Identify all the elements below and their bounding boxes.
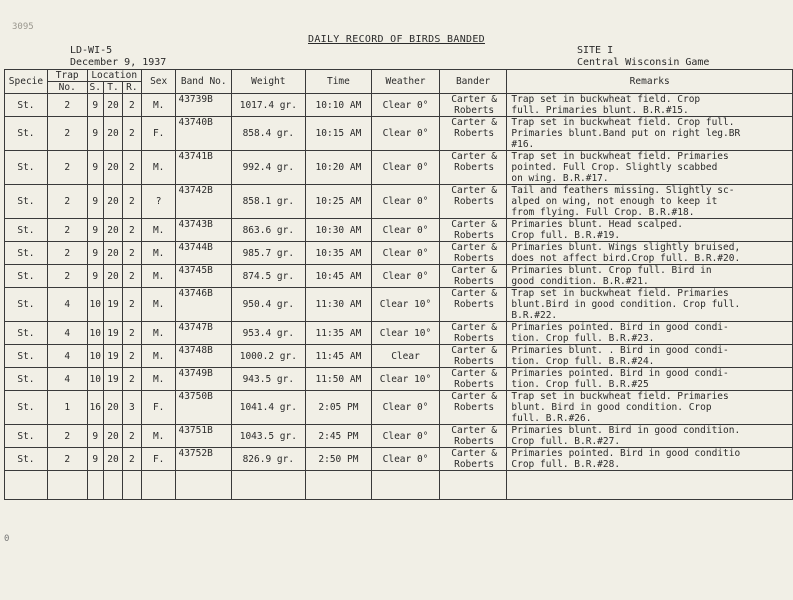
cell-band-number: 43742B xyxy=(176,185,232,219)
remarks-line: good condition. B.R.#21. xyxy=(511,276,649,287)
cell-remarks xyxy=(507,242,793,265)
cell-trap: 4 xyxy=(47,322,87,345)
cell-sex: M. xyxy=(141,288,176,322)
cell-s: 10 xyxy=(87,322,103,345)
cell-bander xyxy=(439,242,507,265)
cell-band-number: 43747B xyxy=(176,322,232,345)
remarks-line: alped on wing, not enough to keep it xyxy=(511,196,718,207)
bander-line: Carter & xyxy=(451,425,497,436)
cell-t: 19 xyxy=(103,288,122,322)
cell-band-number: 43744B xyxy=(176,242,232,265)
cell-trap: 2 xyxy=(47,117,87,151)
cell-r: 2 xyxy=(122,368,141,391)
cell-specie: St. xyxy=(5,288,48,322)
cell-band-number: 43745B xyxy=(176,265,232,288)
cell-time: 2:45 PM xyxy=(305,425,372,448)
cell-time: 11:30 AM xyxy=(305,288,372,322)
cell-t: 20 xyxy=(103,242,122,265)
cell-sex: M. xyxy=(141,219,176,242)
remarks-line: Primaries pointed. Bird in good condi- xyxy=(511,368,729,379)
cell-specie: St. xyxy=(5,368,48,391)
cell-t: 20 xyxy=(103,94,122,117)
bander-line: Carter & xyxy=(451,288,497,299)
cell-weather: Clear 0° xyxy=(372,219,440,242)
cell-weather: Clear 10° xyxy=(372,322,440,345)
bander-line: Roberts xyxy=(454,230,495,241)
bander-line: Carter & xyxy=(451,322,497,333)
remarks-line: tion. Crop full. B.R.#25 xyxy=(511,379,649,390)
remarks-line: does not affect bird.Crop full. B.R.#20. xyxy=(511,253,741,264)
cell-bander xyxy=(439,265,507,288)
cell-t: 19 xyxy=(103,368,122,391)
cell-time: 11:50 AM xyxy=(305,368,372,391)
cell-r: 2 xyxy=(122,185,141,219)
cell-weather: Clear 0° xyxy=(372,265,440,288)
cell-remarks xyxy=(507,345,793,368)
cell-band-number: 43749B xyxy=(176,368,232,391)
cell-weight: 985.7 gr. xyxy=(232,242,306,265)
cell-trap: 2 xyxy=(47,185,87,219)
remarks-line: tion. Crop full. B.R.#23. xyxy=(511,333,655,344)
col-r: R. xyxy=(122,82,141,94)
blank-cell xyxy=(103,471,122,500)
table-row xyxy=(5,219,793,242)
remarks-line: blunt. Bird in good condition. Crop xyxy=(511,402,712,413)
bander-line: Roberts xyxy=(454,459,495,470)
remarks-line: Crop full. B.R.#19. xyxy=(511,230,621,241)
cell-specie: St. xyxy=(5,448,48,471)
blank-cell xyxy=(439,471,507,500)
cell-band-number: 43748B xyxy=(176,345,232,368)
cell-r: 2 xyxy=(122,265,141,288)
cell-specie: St. xyxy=(5,242,48,265)
cell-weather: Clear 0° xyxy=(372,391,440,425)
cell-weight: 1043.5 gr. xyxy=(232,425,306,448)
cell-bander xyxy=(439,219,507,242)
remarks-line: Primaries blunt. Wings slightly bruised, xyxy=(511,242,741,253)
cell-s: 9 xyxy=(87,94,103,117)
cell-trap: 2 xyxy=(47,425,87,448)
table-row xyxy=(5,94,793,117)
cell-time: 11:45 AM xyxy=(305,345,372,368)
remarks-line: B.R.#22. xyxy=(511,310,558,321)
cell-weather: Clear 0° xyxy=(372,94,440,117)
table-row xyxy=(5,345,793,368)
cell-time: 10:10 AM xyxy=(305,94,372,117)
blank-cell xyxy=(47,471,87,500)
cell-weather: Clear 10° xyxy=(372,288,440,322)
cell-weather: Clear 0° xyxy=(372,242,440,265)
cell-band-number: 43752B xyxy=(176,448,232,471)
cell-specie: St. xyxy=(5,265,48,288)
cell-trap: 2 xyxy=(47,242,87,265)
remarks-line: Trap set in buckwheat field. Primaries xyxy=(511,391,729,402)
cell-band-number: 43740B xyxy=(176,117,232,151)
bander-line: Carter & xyxy=(451,448,497,459)
remarks-line: #16. xyxy=(511,139,535,150)
bander-line: Carter & xyxy=(451,219,497,230)
bander-line: Roberts xyxy=(454,105,495,116)
cell-sex: M. xyxy=(141,94,176,117)
cell-sex: M. xyxy=(141,345,176,368)
cell-specie: St. xyxy=(5,219,48,242)
remarks-line: Tail and feathers missing. Slightly sc- xyxy=(511,185,735,196)
cell-weight: 992.4 gr. xyxy=(232,151,306,185)
cell-weather: Clear 0° xyxy=(372,117,440,151)
col-band: Band No. xyxy=(176,70,232,94)
bander-line: Carter & xyxy=(451,265,497,276)
cell-time: 2:05 PM xyxy=(305,391,372,425)
corner-mark: 0 xyxy=(4,534,10,544)
cell-remarks xyxy=(507,425,793,448)
cell-time: 10:25 AM xyxy=(305,185,372,219)
cell-weight: 943.5 gr. xyxy=(232,368,306,391)
cell-bander xyxy=(439,117,507,151)
cell-bander xyxy=(439,425,507,448)
cell-weight: 858.4 gr. xyxy=(232,117,306,151)
cell-s: 9 xyxy=(87,117,103,151)
report-id: LD-WI-5 xyxy=(70,45,113,56)
cell-weight: 1017.4 gr. xyxy=(232,94,306,117)
cell-sex: F. xyxy=(141,448,176,471)
cell-r: 2 xyxy=(122,425,141,448)
cell-t: 20 xyxy=(103,151,122,185)
cell-band-number: 43739B xyxy=(176,94,232,117)
cell-trap: 4 xyxy=(47,368,87,391)
col-remarks: Remarks xyxy=(507,70,793,94)
cell-weather: Clear 0° xyxy=(372,151,440,185)
cell-weight: 826.9 gr. xyxy=(232,448,306,471)
blank-cell xyxy=(232,471,306,500)
cell-sex: F. xyxy=(141,117,176,151)
cell-trap: 2 xyxy=(47,219,87,242)
cell-bander xyxy=(439,94,507,117)
table-row xyxy=(5,322,793,345)
cell-sex: M. xyxy=(141,368,176,391)
remarks-line: Trap set in buckwheat field. Primaries xyxy=(511,288,729,299)
cell-sex: ? xyxy=(141,185,176,219)
remarks-line: Trap set in buckwheat field. Primaries xyxy=(511,151,729,162)
bander-line: Roberts xyxy=(454,333,495,344)
remarks-line: from flying. Full Crop. B.R.#18. xyxy=(511,207,695,218)
cell-weight: 1041.4 gr. xyxy=(232,391,306,425)
table-row xyxy=(5,151,793,185)
cell-t: 20 xyxy=(103,425,122,448)
cell-r: 2 xyxy=(122,242,141,265)
cell-remarks xyxy=(507,219,793,242)
cell-r: 2 xyxy=(122,117,141,151)
cell-sex: M. xyxy=(141,322,176,345)
cell-band-number: 43741B xyxy=(176,151,232,185)
cell-time: 10:45 AM xyxy=(305,265,372,288)
cell-t: 20 xyxy=(103,265,122,288)
cell-remarks xyxy=(507,185,793,219)
remarks-line: Primaries pointed. Bird in good conditio xyxy=(511,448,741,459)
bander-line: Carter & xyxy=(451,345,497,356)
cell-remarks xyxy=(507,288,793,322)
cell-bander xyxy=(439,345,507,368)
table-row xyxy=(5,288,793,322)
cell-t: 20 xyxy=(103,117,122,151)
cell-weather: Clear 0° xyxy=(372,185,440,219)
cell-r: 2 xyxy=(122,151,141,185)
bander-line: Roberts xyxy=(454,379,495,390)
cell-r: 2 xyxy=(122,288,141,322)
bander-line: Roberts xyxy=(454,128,495,139)
bander-line: Carter & xyxy=(451,117,497,128)
remarks-line: Crop full. B.R.#28. xyxy=(511,459,621,470)
cell-remarks xyxy=(507,322,793,345)
cell-bander xyxy=(439,151,507,185)
cell-bander xyxy=(439,391,507,425)
cell-remarks xyxy=(507,368,793,391)
cell-weather: Clear 10° xyxy=(372,368,440,391)
bander-line: Roberts xyxy=(454,402,495,413)
cell-trap: 2 xyxy=(47,151,87,185)
cell-r: 3 xyxy=(122,391,141,425)
document-title: DAILY RECORD OF BIRDS BANDED xyxy=(308,34,485,45)
cell-weight: 874.5 gr. xyxy=(232,265,306,288)
remarks-line: Primaries blunt. Head scalped. xyxy=(511,219,683,230)
cell-specie: St. xyxy=(5,425,48,448)
bander-line: Carter & xyxy=(451,94,497,105)
blank-row xyxy=(5,471,793,500)
cell-t: 20 xyxy=(103,448,122,471)
blank-cell xyxy=(122,471,141,500)
cell-weather: Clear xyxy=(372,345,440,368)
bander-line: Roberts xyxy=(454,196,495,207)
blank-cell xyxy=(141,471,176,500)
cell-s: 9 xyxy=(87,185,103,219)
remarks-line: Trap set in buckwheat field. Crop xyxy=(511,94,701,105)
cell-s: 9 xyxy=(87,151,103,185)
archive-stamp: 3095 xyxy=(12,22,34,32)
cell-s: 9 xyxy=(87,448,103,471)
bander-line: Carter & xyxy=(451,391,497,402)
bander-line: Roberts xyxy=(454,276,495,287)
table-row xyxy=(5,448,793,471)
cell-weight: 863.6 gr. xyxy=(232,219,306,242)
cell-time: 10:15 AM xyxy=(305,117,372,151)
cell-time: 11:35 AM xyxy=(305,322,372,345)
cell-trap: 2 xyxy=(47,265,87,288)
cell-s: 9 xyxy=(87,219,103,242)
cell-weather: Clear 0° xyxy=(372,425,440,448)
cell-bander xyxy=(439,185,507,219)
cell-time: 2:50 PM xyxy=(305,448,372,471)
cell-specie: St. xyxy=(5,391,48,425)
cell-specie: St. xyxy=(5,151,48,185)
remarks-line: full. B.R.#26. xyxy=(511,413,592,424)
bander-line: Carter & xyxy=(451,151,497,162)
table-row xyxy=(5,242,793,265)
cell-trap: 2 xyxy=(47,94,87,117)
cell-time: 10:35 AM xyxy=(305,242,372,265)
bander-line: Roberts xyxy=(454,162,495,173)
cell-t: 20 xyxy=(103,219,122,242)
cell-sex: M. xyxy=(141,242,176,265)
cell-r: 2 xyxy=(122,219,141,242)
cell-weight: 1000.2 gr. xyxy=(232,345,306,368)
remarks-line: blunt.Bird in good condition. Crop full. xyxy=(511,299,741,310)
cell-sex: M. xyxy=(141,425,176,448)
cell-remarks xyxy=(507,117,793,151)
cell-band-number: 43750B xyxy=(176,391,232,425)
bander-line: Roberts xyxy=(454,253,495,264)
col-s: S. xyxy=(87,82,103,94)
remarks-line: Trap set in buckwheat field. Crop full. xyxy=(511,117,735,128)
bander-line: Carter & xyxy=(451,242,497,253)
blank-cell xyxy=(305,471,372,500)
cell-s: 9 xyxy=(87,242,103,265)
cell-specie: St. xyxy=(5,94,48,117)
cell-bander xyxy=(439,368,507,391)
blank-cell xyxy=(176,471,232,500)
cell-bander xyxy=(439,322,507,345)
bander-line: Roberts xyxy=(454,356,495,367)
cell-band-number: 43743B xyxy=(176,219,232,242)
col-time: Time xyxy=(305,70,372,94)
cell-trap: 4 xyxy=(47,288,87,322)
cell-trap: 2 xyxy=(47,448,87,471)
remarks-line: tion. Crop full. B.R.#24. xyxy=(511,356,655,367)
table-row xyxy=(5,117,793,151)
header-row-top xyxy=(5,70,793,82)
cell-weather: Clear 0° xyxy=(372,448,440,471)
cell-r: 2 xyxy=(122,345,141,368)
cell-specie: St. xyxy=(5,345,48,368)
col-trap-bottom: No. xyxy=(47,82,87,94)
cell-remarks xyxy=(507,94,793,117)
cell-sex: M. xyxy=(141,151,176,185)
cell-bander xyxy=(439,288,507,322)
cell-weight: 858.1 gr. xyxy=(232,185,306,219)
table-row xyxy=(5,265,793,288)
remarks-line: Primaries pointed. Bird in good condi- xyxy=(511,322,729,333)
cell-time: 10:20 AM xyxy=(305,151,372,185)
cell-r: 2 xyxy=(122,322,141,345)
col-trap-top: Trap xyxy=(47,70,87,82)
cell-t: 20 xyxy=(103,185,122,219)
cell-band-number: 43751B xyxy=(176,425,232,448)
remarks-line: Crop full. B.R.#27. xyxy=(511,436,621,447)
remarks-line: on wing. B.R.#17. xyxy=(511,173,609,184)
cell-remarks xyxy=(507,265,793,288)
remarks-line: Primaries blunt. Bird in good condition. xyxy=(511,425,741,436)
cell-s: 10 xyxy=(87,288,103,322)
cell-trap: 1 xyxy=(47,391,87,425)
cell-time: 10:30 AM xyxy=(305,219,372,242)
cell-bander xyxy=(439,448,507,471)
col-t: T. xyxy=(103,82,122,94)
col-weather: Weather xyxy=(372,70,440,94)
cell-r: 2 xyxy=(122,448,141,471)
cell-r: 2 xyxy=(122,94,141,117)
bander-line: Roberts xyxy=(454,436,495,447)
blank-cell xyxy=(5,471,48,500)
col-sex: Sex xyxy=(141,70,176,94)
blank-cell xyxy=(87,471,103,500)
cell-s: 10 xyxy=(87,368,103,391)
blank-cell xyxy=(507,471,793,500)
cell-t: 19 xyxy=(103,322,122,345)
table-row xyxy=(5,185,793,219)
banding-table xyxy=(4,69,793,500)
col-bander: Bander xyxy=(439,70,507,94)
remarks-line: Primaries blunt. . Bird in good condi- xyxy=(511,345,729,356)
cell-weight: 953.4 gr. xyxy=(232,322,306,345)
bander-line: Carter & xyxy=(451,368,497,379)
cell-s: 9 xyxy=(87,425,103,448)
cell-t: 19 xyxy=(103,345,122,368)
cell-trap: 4 xyxy=(47,345,87,368)
remarks-line: Primaries blunt. Crop full. Bird in xyxy=(511,265,712,276)
blank-cell xyxy=(372,471,440,500)
cell-sex: F. xyxy=(141,391,176,425)
cell-specie: St. xyxy=(5,185,48,219)
record-date: December 9, 1937 xyxy=(70,57,167,68)
cell-specie: St. xyxy=(5,117,48,151)
cell-band-number: 43746B xyxy=(176,288,232,322)
cell-weight: 950.4 gr. xyxy=(232,288,306,322)
cell-remarks xyxy=(507,448,793,471)
remarks-line: full. Primaries blunt. B.R.#15. xyxy=(511,105,689,116)
cell-s: 10 xyxy=(87,345,103,368)
col-location: Location xyxy=(87,70,141,82)
cell-remarks xyxy=(507,391,793,425)
cell-sex: M. xyxy=(141,265,176,288)
table-row xyxy=(5,391,793,425)
bander-line: Roberts xyxy=(454,299,495,310)
bander-line: Carter & xyxy=(451,185,497,196)
cell-remarks xyxy=(507,151,793,185)
cell-s: 16 xyxy=(87,391,103,425)
col-weight: Weight xyxy=(232,70,306,94)
table-row xyxy=(5,425,793,448)
remarks-line: pointed. Full Crop. Slightly scabbed xyxy=(511,162,718,173)
cell-t: 20 xyxy=(103,391,122,425)
remarks-line: Primaries blunt.Band put on right leg.BR xyxy=(511,128,741,139)
table-row xyxy=(5,368,793,391)
area-label: Central Wisconsin Game xyxy=(577,57,710,68)
col-specie: Specie xyxy=(5,70,48,94)
site-label: SITE I xyxy=(577,45,614,56)
cell-s: 9 xyxy=(87,265,103,288)
cell-specie: St. xyxy=(5,322,48,345)
